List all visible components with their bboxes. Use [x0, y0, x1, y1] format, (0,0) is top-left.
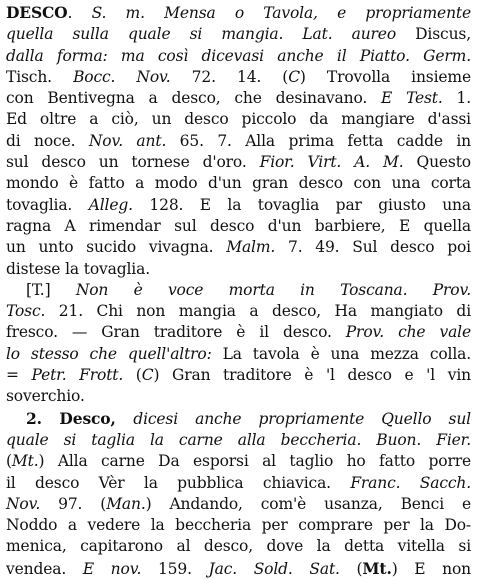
- text-run: sul desco un tornese d'oro.: [6, 153, 260, 172]
- text-run: (: [123, 366, 142, 385]
- text-run: di noce.: [6, 131, 89, 150]
- text-line: [6, 386, 471, 407]
- text-line: [6, 216, 471, 237]
- italic-run: lo stesso che quell'altro:: [6, 344, 212, 363]
- text-run: 65. 7. Alla prima fetta cadde in: [166, 131, 471, 150]
- text-line: [6, 344, 471, 365]
- text-line: [6, 451, 471, 472]
- text-line: [6, 558, 471, 580]
- text-line: [6, 88, 471, 109]
- text-line: [6, 195, 471, 216]
- italic-run: Prov. che vale: [345, 323, 471, 342]
- italic-run: Non è voce morta in Toscana. Prov.: [75, 280, 472, 299]
- text-run: 128. E la tovaglia par giusto una: [132, 195, 471, 214]
- text-run: menica, capitarono al desco, dove la detta vitella si: [6, 537, 471, 556]
- text-run: mondo è fatto a modo d'un gran desco con una corta: [6, 174, 471, 193]
- text-line: [6, 259, 471, 280]
- italic-run: S. m. Mensa o Tavola, e propriamente: [91, 4, 472, 22]
- italic-run: Petr. Frott.: [31, 366, 124, 385]
- italic-run: C: [288, 67, 300, 86]
- italic-run: Mt.: [11, 452, 39, 471]
- text-run: (: [339, 559, 363, 578]
- text-line: [6, 67, 471, 88]
- text-line: [6, 473, 471, 494]
- text-line: [6, 237, 471, 258]
- text-run: con Bentivegna a desco, che desinavano.: [6, 89, 381, 108]
- italic-run: Man.: [106, 494, 146, 513]
- text-run: Noddo a vedere la beccheria per comprare per la Do-: [6, 516, 471, 535]
- text-run: [T.]: [26, 280, 76, 299]
- text-run: 72. 14. (: [170, 67, 289, 86]
- text-line: [6, 131, 471, 152]
- italic-run: E Test.: [380, 89, 443, 108]
- text-run: il desco Vèr la pubblica chiavica.: [6, 473, 351, 492]
- text-run: ragna A rimendar sul desco d'un barbiere, E quella: [6, 216, 471, 235]
- text-line: [6, 301, 471, 322]
- text-line: [6, 536, 471, 557]
- text-run: 159.: [141, 559, 209, 578]
- text-run: 21. Chi non mangia a desco, Ha mangiato di: [45, 302, 471, 321]
- text-line: [6, 46, 471, 67]
- italic-run: Tosc.: [6, 302, 46, 321]
- text-run: ) Andando, com'è usanza, Benci e: [145, 494, 471, 513]
- italic-run: C: [141, 366, 154, 385]
- italic-run: Alleg.: [88, 195, 133, 214]
- text-line: [6, 152, 471, 173]
- italic-run: Bocc. Nov.: [73, 67, 171, 86]
- text-run: ) E non: [391, 559, 471, 578]
- text-run: ) Trovolla insieme: [299, 67, 472, 86]
- italic-run: quale si taglia la carne alla beccheria. Buon. Fier.: [6, 430, 471, 449]
- text-line: [6, 515, 471, 536]
- italic-run: Jac. Sold. Sat.: [208, 559, 340, 578]
- text-run: 7. 49. Sul desco poi: [275, 238, 471, 257]
- entry-paragraph-1: [6, 2, 471, 280]
- text-run: soverchio.: [6, 387, 85, 406]
- text-run: Tisch.: [6, 67, 74, 86]
- text-run: ) Alla carne Da esporsi al taglio ho fatto porre: [38, 452, 471, 471]
- text-line: [6, 430, 471, 451]
- italic-run: Malm.: [226, 238, 276, 257]
- italic-run: Nov. ant.: [88, 131, 167, 150]
- text-line: [6, 365, 471, 386]
- dictionary-entry-desco: [6, 2, 471, 580]
- text-run: 97. (: [40, 494, 107, 513]
- text-run: vendea.: [6, 559, 83, 578]
- entry-paragraph-2: [6, 280, 471, 408]
- text-run: tovaglia.: [6, 195, 89, 214]
- italic-run: Franc. Sacch.: [350, 473, 471, 492]
- text-line: [6, 109, 471, 130]
- text-line: [6, 2, 471, 24]
- text-run: Questo: [403, 153, 471, 172]
- italic-run: Nov.: [6, 494, 41, 513]
- italic-run: Fior. Virt. A. M.: [259, 153, 404, 172]
- bold-run: 2. Desco,: [26, 408, 134, 428]
- text-run: ) Gran traditore è 'l desco e 'l vin: [153, 366, 471, 385]
- text-run: .: [67, 4, 92, 22]
- text-line: [6, 280, 471, 301]
- text-line: [6, 408, 471, 430]
- text-run: distese la tovaglia.: [6, 259, 150, 278]
- text-run: Discus,: [396, 25, 471, 44]
- text-run: fresco. — Gran traditore è il desco.: [6, 323, 346, 342]
- italic-run: E nov.: [82, 559, 142, 578]
- text-line: [6, 494, 471, 515]
- text-line: [6, 322, 471, 343]
- italic-run: dicesi anche propriamente Quello sul: [133, 409, 471, 428]
- italic-run: quella sulla quale si mangia. Lat. aureo: [6, 25, 397, 44]
- text-line: [6, 173, 471, 194]
- text-run: =: [6, 366, 32, 385]
- text-run: un unto sucido vivagna.: [6, 238, 227, 257]
- text-run: (: [6, 452, 12, 471]
- italic-run: dalla forma: ma così dicevasi anche il Piatto. Germ.: [6, 46, 471, 65]
- text-run: Ed oltre a ciò, un desco piccolo da mangiare d'assi: [6, 110, 471, 129]
- text-run: La tavola è una mezza colla.: [211, 344, 472, 363]
- text-line: [6, 24, 471, 45]
- text-run: 1.: [442, 89, 471, 108]
- entry-paragraph-3: [6, 408, 471, 580]
- bold-run: Mt.: [362, 558, 392, 578]
- bold-run: DESCO: [6, 3, 68, 22]
